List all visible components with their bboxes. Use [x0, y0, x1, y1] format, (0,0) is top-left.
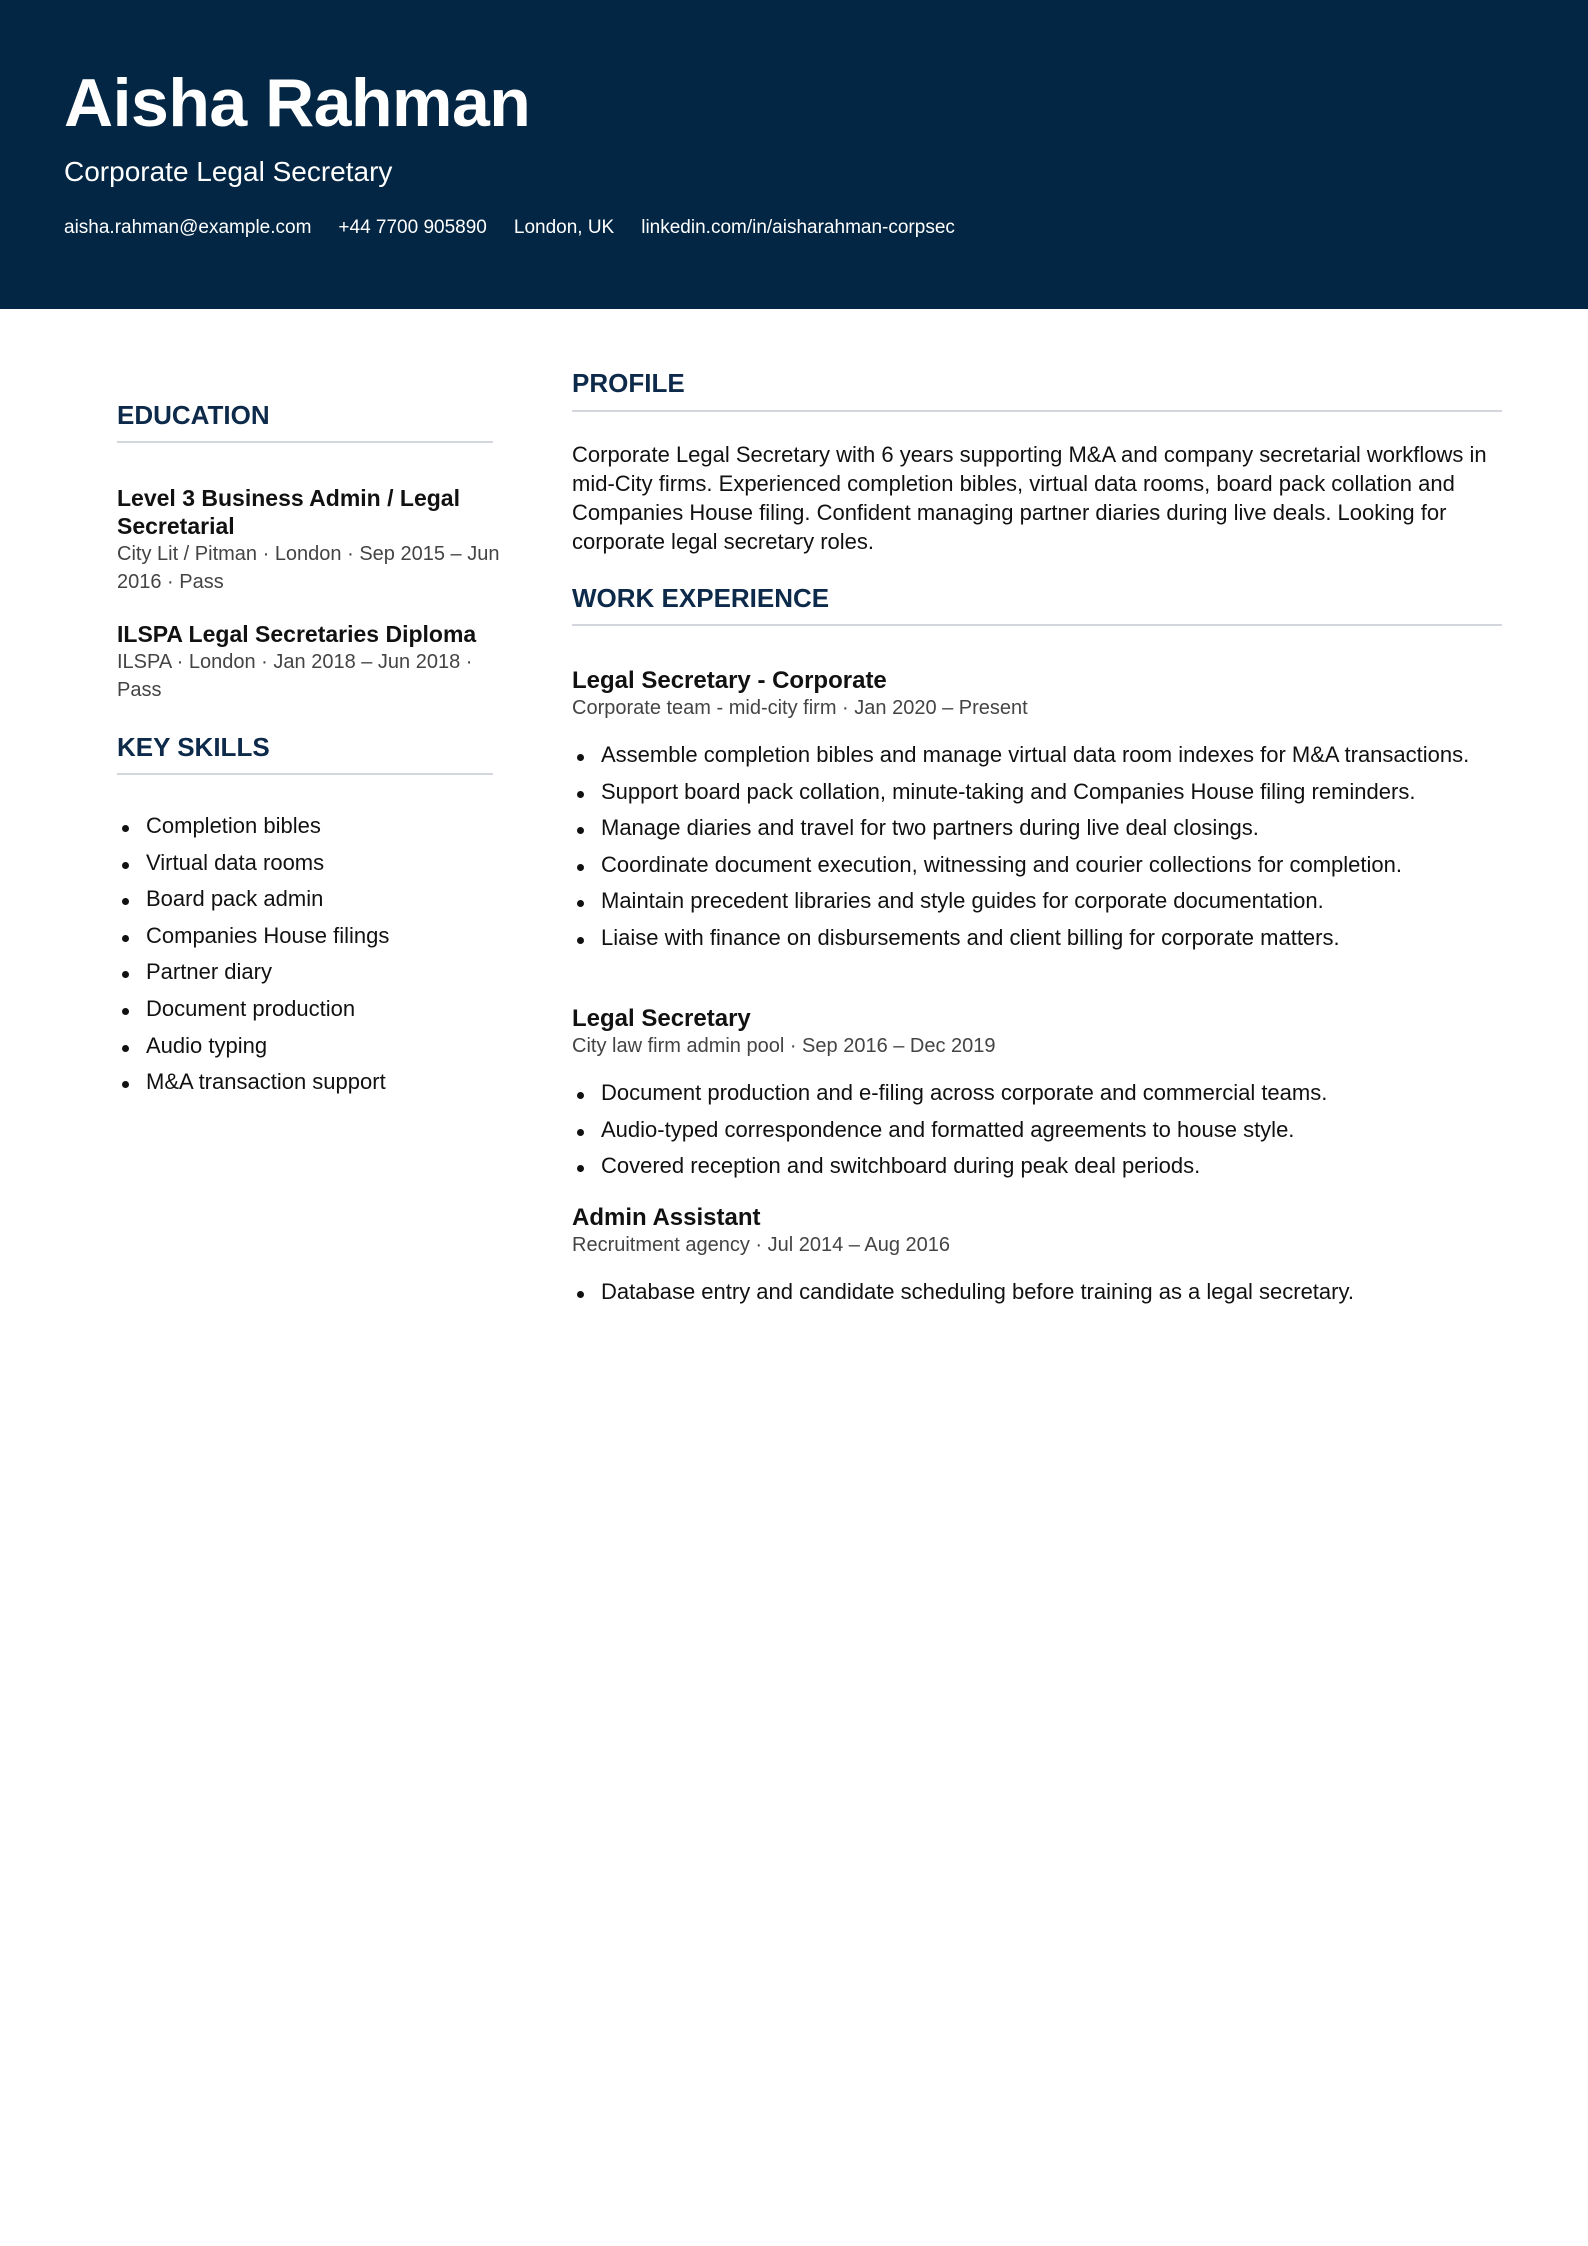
job-bullets	[572, 1277, 1507, 1306]
contact-row	[64, 215, 955, 241]
experience-heading: WORK EXPERIENCE	[572, 583, 830, 613]
skill-item: M&A transaction support	[117, 1067, 389, 1104]
skills-divider	[117, 773, 493, 775]
skill-item: Virtual data rooms	[117, 848, 389, 885]
job-bullets	[572, 740, 1507, 952]
job-entry	[572, 1203, 1507, 1314]
education-meta: City Lit / Pitman · London · Sep 2015 – Jun 2016 · Pass	[117, 543, 500, 593]
job-bullet: Support board pack collation, minute-taking and Companies House filing reminders.	[572, 777, 1507, 806]
profile-summary: Corporate Legal Secretary with 6 years supporting M&A and company secretarial workflows in mid-City firms. Experienced completion bibles, virtual data rooms, board pack collation and Companies House filing. Confident managing partner diaries during live deals. Looking for corporate legal secretary roles.	[572, 442, 1487, 554]
experience-divider	[572, 624, 1502, 626]
job-meta: Recruitment agency · Jul 2014 – Aug 2016	[572, 1234, 951, 1256]
education-heading: EDUCATION	[117, 400, 270, 430]
skills-list	[117, 811, 389, 1104]
job-entry	[572, 1004, 1507, 1188]
education-divider	[117, 441, 493, 443]
job-bullet: Manage diaries and travel for two partners during live deal closings.	[572, 813, 1507, 842]
job-bullet: Coordinate document execution, witnessing and courier collections for completion.	[572, 850, 1507, 879]
profile-divider	[572, 410, 1502, 412]
candidate-title: Corporate Legal Secretary	[64, 156, 393, 187]
skill-item: Partner diary	[117, 957, 389, 994]
education-item	[117, 484, 502, 596]
education-item	[117, 620, 502, 704]
resume-header	[0, 0, 1588, 309]
contact-linkedin[interactable]: linkedin.com/in/aisharahman-corpsec	[641, 217, 955, 238]
education-meta: ILSPA · London · Jan 2018 – Jun 2018 · Pass	[117, 651, 473, 701]
skill-item: Completion bibles	[117, 811, 389, 848]
skill-item: Audio typing	[117, 1031, 389, 1068]
contact-phone[interactable]: +44 7700 905890	[338, 217, 487, 238]
job-role: Legal Secretary	[572, 1005, 751, 1032]
contact-email[interactable]: aisha.rahman@example.com	[64, 217, 312, 238]
skill-item: Board pack admin	[117, 884, 389, 921]
education-degree: ILSPA Legal Secretaries Diploma	[117, 621, 477, 647]
profile-heading: PROFILE	[572, 368, 685, 398]
job-bullet: Covered reception and switchboard during peak deal periods.	[572, 1151, 1507, 1180]
skill-item: Document production	[117, 994, 389, 1031]
job-meta: City law firm admin pool · Sep 2016 – Dec 2019	[572, 1035, 996, 1057]
job-bullets	[572, 1078, 1507, 1180]
skills-heading: KEY SKILLS	[117, 732, 270, 762]
job-bullet: Maintain precedent libraries and style guides for corporate documentation.	[572, 886, 1507, 915]
job-meta: Corporate team - mid-city firm · Jan 2020 – Present	[572, 697, 1028, 719]
job-role: Admin Assistant	[572, 1204, 761, 1231]
job-entry	[572, 666, 1507, 960]
education-degree: Level 3 Business Admin / Legal Secretarial	[117, 485, 460, 539]
job-bullet: Assemble completion bibles and manage virtual data room indexes for M&A transactions.	[572, 740, 1507, 769]
skill-item: Companies House filings	[117, 921, 389, 958]
candidate-name: Aisha Rahman	[64, 65, 531, 141]
job-role: Legal Secretary - Corporate	[572, 667, 887, 694]
job-bullet: Audio-typed correspondence and formatted agreements to house style.	[572, 1115, 1507, 1144]
job-bullet: Liaise with finance on disbursements and client billing for corporate matters.	[572, 923, 1507, 952]
job-bullet: Database entry and candidate scheduling before training as a legal secretary.	[572, 1277, 1507, 1306]
contact-location: London, UK	[513, 217, 615, 238]
job-bullet: Document production and e-filing across corporate and commercial teams.	[572, 1078, 1507, 1107]
